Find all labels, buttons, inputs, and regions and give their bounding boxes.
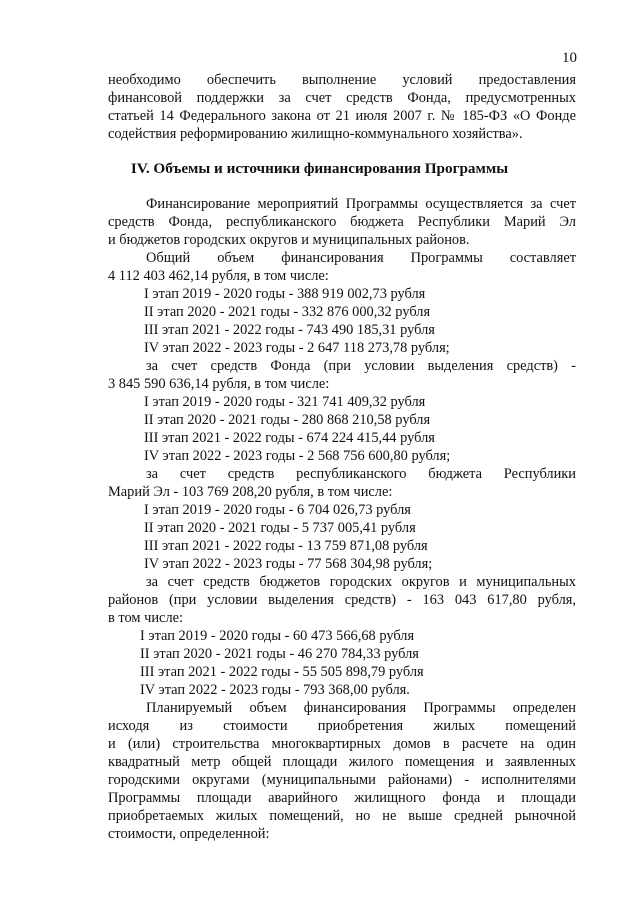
republic-stage: I этап 2019 - 2020 годы - 6 704 026,73 рубля xyxy=(144,502,411,518)
republic-stage: III этап 2021 - 2022 годы - 13 759 871,08 рубля xyxy=(144,538,428,554)
financing-line: средств Фонда, республиканского бюджета Республики Марий Эл xyxy=(108,214,576,230)
section-heading: IV. Объемы и источники финансирования Программы xyxy=(130,160,509,177)
planned-line: исходя из стоимости приобретения жилых помещений xyxy=(108,718,576,734)
local-stage: II этап 2020 - 2021 годы - 46 270 784,33 рубля xyxy=(140,646,419,662)
financing-line: и бюджетов городских округов и муниципальных районов. xyxy=(108,232,470,248)
republic-line: Марий Эл - 103 769 208,20 рубля, в том числе: xyxy=(108,484,393,500)
fund-line: 3 845 590 636,14 рубля, в том числе: xyxy=(108,376,330,392)
planned-line: квадратный метр общей площади жилого помещения и заявленных xyxy=(108,754,576,770)
republic-stage: IV этап 2022 - 2023 годы - 77 568 304,98 рубля; xyxy=(144,556,433,572)
intro-line: финансовой поддержки за счет средств Фонда, предусмотренных xyxy=(108,90,576,106)
intro-line: статьей 14 Федерального закона от 21 июля 2007 г. № 185-ФЗ «О Фонде xyxy=(108,108,576,124)
fund-stage: III этап 2021 - 2022 годы - 674 224 415,44 рубля xyxy=(144,430,435,446)
planned-line: и (или) строительства многоквартирных домов в расчете на один xyxy=(108,736,576,752)
local-line: районов (при условии выделения средств) - 163 043 617,80 рубля, xyxy=(108,592,576,608)
planned-line: Планируемый объем финансирования Программы определен xyxy=(146,700,576,716)
planned-line: городскими округами (муниципальными районами) - исполнителями xyxy=(108,772,576,788)
total-stage: I этап 2019 - 2020 годы - 388 919 002,73 рубля xyxy=(144,286,426,302)
republic-line: за счет средств республиканского бюджета Республики xyxy=(146,466,576,482)
local-stage: III этап 2021 - 2022 годы - 55 505 898,79 рубля xyxy=(140,664,424,680)
total-stage: III этап 2021 - 2022 годы - 743 490 185,31 рубля xyxy=(144,322,435,338)
total-stage: IV этап 2022 - 2023 годы - 2 647 118 273,78 рубля; xyxy=(144,340,450,356)
intro-line: содействия реформированию жилищно-коммунального хозяйства». xyxy=(108,126,523,142)
republic-stage: II этап 2020 - 2021 годы - 5 737 005,41 рубля xyxy=(144,520,416,536)
local-stage: IV этап 2022 - 2023 годы - 793 368,00 рубля. xyxy=(140,682,410,698)
financing-line: Финансирование мероприятий Программы осуществляется за счет xyxy=(146,196,576,212)
total-line: 4 112 403 462,14 рубля, в том числе: xyxy=(108,268,329,284)
planned-line: Программы площади аварийного жилищного фонда и площади xyxy=(108,790,576,806)
page-number: 10 xyxy=(562,50,577,66)
total-line: Общий объем финансирования Программы составляет xyxy=(146,250,576,266)
planned-line: стоимости, определенной: xyxy=(108,826,270,842)
fund-stage: I этап 2019 - 2020 годы - 321 741 409,32 рубля xyxy=(144,394,426,410)
fund-stage: II этап 2020 - 2021 годы - 280 868 210,58 рубля xyxy=(144,412,431,428)
fund-stage: IV этап 2022 - 2023 годы - 2 568 756 600,80 рубля; xyxy=(144,448,451,464)
local-line: в том числе: xyxy=(108,610,184,626)
planned-line: приобретаемых жилых помещений, но не выше средней рыночной xyxy=(108,808,576,824)
intro-line: необходимо обеспечить выполнение условий предоставления xyxy=(108,72,576,88)
local-stage: I этап 2019 - 2020 годы - 60 473 566,68 рубля xyxy=(140,628,415,644)
fund-line: за счет средств Фонда (при условии выделения средств) - xyxy=(146,358,576,374)
local-line: за счет средств бюджетов городских округов и муниципальных xyxy=(146,574,576,590)
total-stage: II этап 2020 - 2021 годы - 332 876 000,32 рубля xyxy=(144,304,431,320)
